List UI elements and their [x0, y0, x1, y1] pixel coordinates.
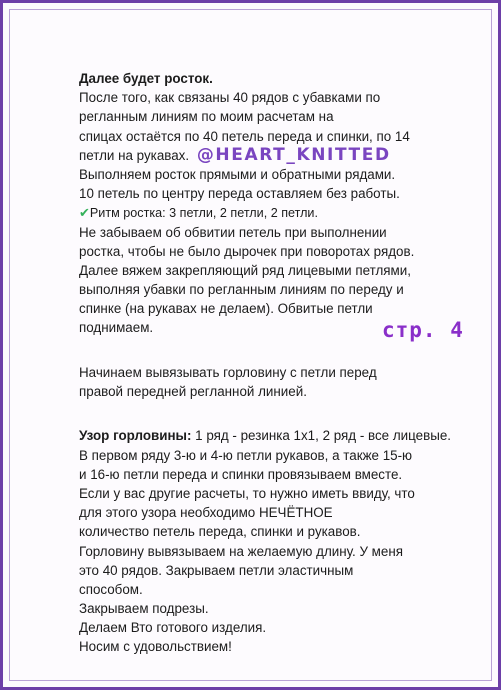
para5-line: Если у вас другие расчеты, то нужно иметь ввиду, что	[79, 485, 415, 501]
para3-line: Далее вяжем закрепляющий ряд лицевыми петлями,	[79, 262, 411, 278]
para1-last-line	[79, 146, 439, 165]
para3-line: спинке (на рукавах не делаем). Обвитые петли	[79, 301, 373, 317]
para5-line: Носим с удовольствием!	[79, 639, 232, 655]
rhythm-line	[79, 203, 439, 222]
para1-line: петли на рукавах.	[79, 147, 190, 163]
neck-pattern-text: 1 ряд - резинка 1х1, 2 ряд - все лицевые.	[191, 428, 451, 444]
check-mark-icon: ✔	[79, 205, 90, 221]
para2-line: Выполняем росток прямыми и обратными рядами.	[79, 166, 396, 182]
para5-line: Закрываем подрезы.	[79, 601, 209, 617]
para5-line: это 40 рядов. Закрываем петли эластичным	[79, 562, 354, 578]
neck-pattern-line	[79, 426, 451, 445]
para5-line: и 16-ю петли переда и спинки провязываем вместе.	[79, 466, 403, 482]
para4-line: правой передней регланной линией.	[79, 384, 307, 399]
para5-line: Горловину вывязываем на желаемую длину. У меня	[79, 543, 403, 559]
para4-line: Начинаем вывязывать горловину с петли перед	[79, 364, 377, 380]
para5-line: В первом ряду 3-ю и 4-ю петли рукавов, а также 15-ю	[79, 447, 413, 463]
rhythm-text: Ритм ростка: 3 петли, 2 петли, 2 петли.	[89, 206, 318, 221]
para5-line: Делаем Вто готового изделия.	[79, 620, 267, 636]
watermark: @HEART_KNITTED	[196, 144, 391, 165]
para5-line: для этого узора необходимо НЕЧЁТНОЕ	[79, 505, 333, 521]
para1-line: регланным линиям по моим расчетам на	[79, 109, 334, 125]
spacer	[79, 401, 439, 420]
para3-line: выполняя убавки по регланным линиям по переду и	[79, 282, 404, 298]
para3-line: поднимаем.	[79, 320, 154, 336]
heading: Далее будет росток.	[79, 71, 213, 86]
para1-line: После того, как связаны 40 рядов с убавками по	[79, 90, 381, 106]
para3-line: ростка, чтобы не было дырочек при поворотах рядов.	[79, 243, 415, 259]
para5-line: способом.	[79, 581, 143, 597]
neck-pattern-label: Узор горловины:	[79, 428, 192, 444]
para1-line: спицах остаётся по 40 петель переда и спинки, по 14	[79, 128, 410, 144]
para3-line: Не забываем об обвитии петель при выполнении	[79, 224, 387, 240]
para2-line: 10 петель по центру переда оставляем без работы.	[79, 186, 400, 202]
para5-line: количество петель переда, спинки и рукавов.	[79, 524, 361, 540]
page-number: стр. 4	[382, 318, 464, 342]
document-body	[79, 69, 451, 657]
